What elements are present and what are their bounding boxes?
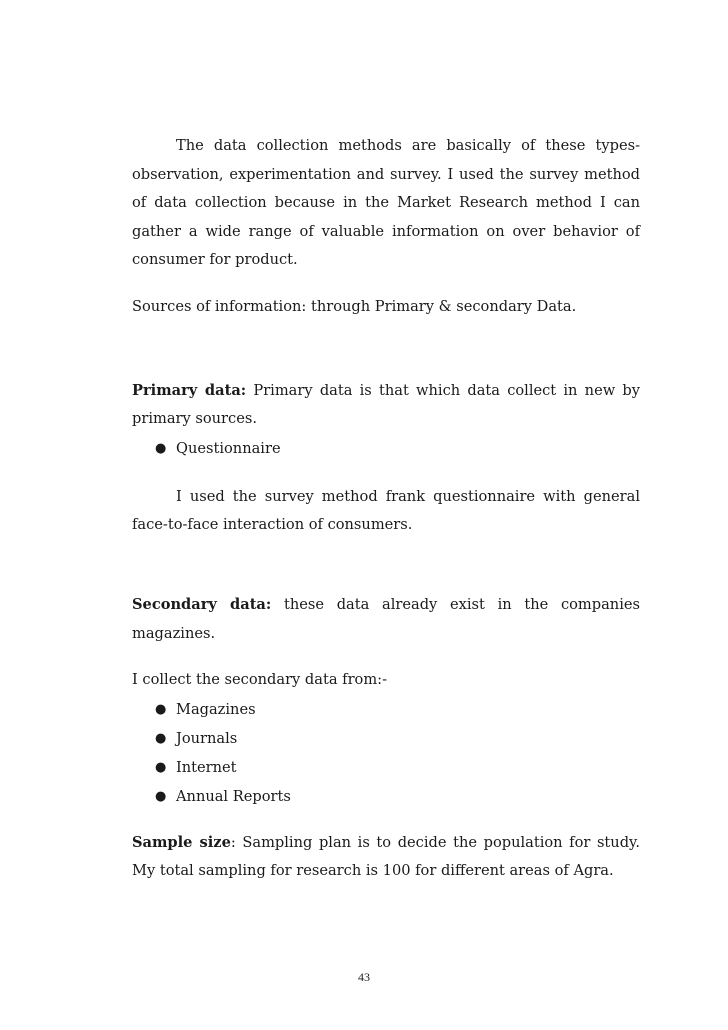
page-number: 43 [358,970,370,984]
bullet-icon: ● [155,759,167,775]
bullet-icon: ● [155,701,167,717]
primary-data-text: Primary data is that which data collect in new by primary sources. [132,381,640,428]
bullet-icon: ● [155,730,167,746]
bullet-icon: ● [155,440,167,456]
bullet-icon: ● [155,788,167,804]
sample-size-text: : Sampling plan is to decide the population for study. My total sampling for research is 100 for different areas of Agra. [132,833,640,880]
list-item: ● Internet [132,753,640,782]
primary-bullet-list [132,434,640,463]
secondary-lead-paragraph: I collect the secondary data from:- [132,671,388,689]
sources-paragraph: Sources of information: through Primary & secondary Data. [132,297,577,315]
secondary-bullet-list [132,695,640,811]
secondary-data-paragraph [132,591,640,648]
primary-data-paragraph [132,377,640,434]
primary-detail-paragraph: I used the survey method frank questionnaire with general face-to-face interaction of consumers. [132,487,640,534]
intro-paragraph: The data collection methods are basically of these types- observation, experimentation and survey. I used the survey method of data collection because in the Market Research method I can gather a wide range of valuable information on over behavior of consumer for product. [132,137,640,269]
primary-data-label: Primary data: [132,381,247,399]
page-content [132,132,640,886]
secondary-data-text: these data already exist in the companies magazines. [132,595,640,642]
list-item: ● Annual Reports [132,782,640,811]
sample-size-label: Sample size [132,833,231,851]
list-item: ● Journals [132,724,640,753]
list-item: ● Magazines [132,695,640,724]
secondary-data-label: Secondary data: [132,595,272,613]
sample-size-paragraph [132,829,640,886]
list-item: ● Questionnaire [132,434,640,463]
